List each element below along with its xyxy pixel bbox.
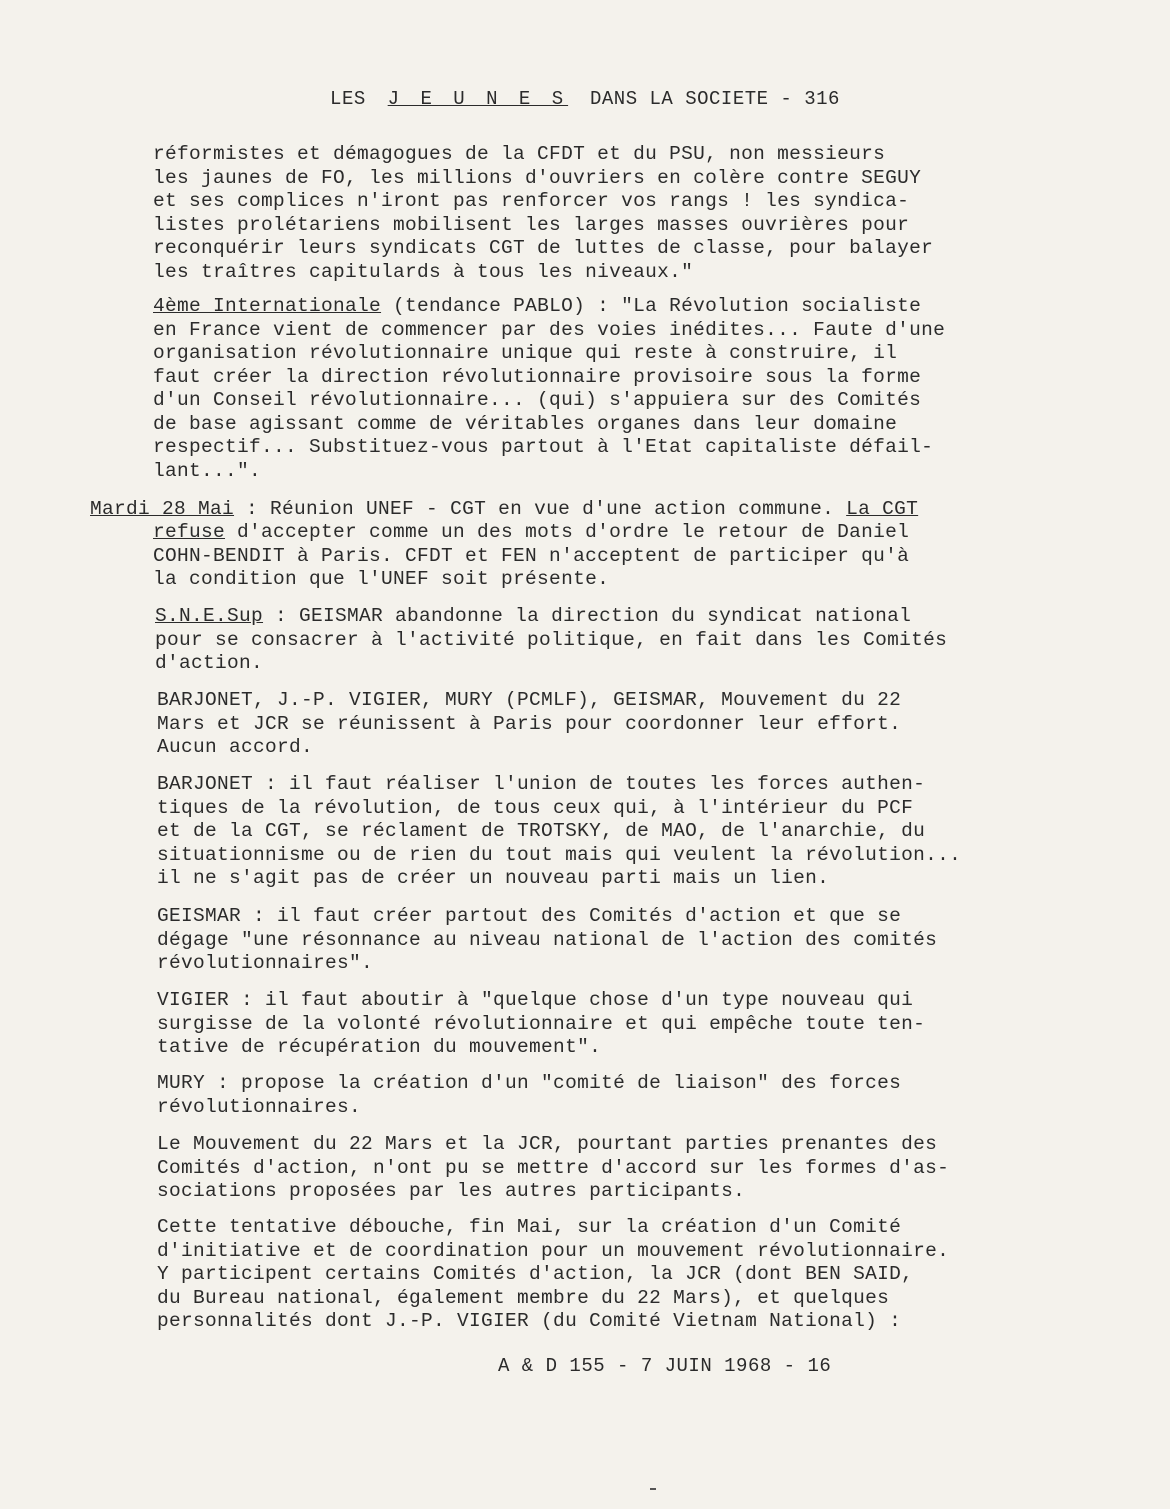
- text-line: BARJONET, J.-P. VIGIER, MURY (PCMLF), GEISMAR, Mouvement du 22: [157, 689, 902, 711]
- text-line: situationnisme ou de rien du tout mais qui veulent la révolution...: [157, 843, 962, 866]
- text-line: COHN-BENDIT à Paris. CFDT et FEN n'acceptent de participer qu'à: [153, 544, 910, 567]
- text-line: Aucun accord.: [157, 736, 314, 758]
- text-line: [153, 295, 945, 319]
- text-line: de base agissant comme de véritables organes dans leur domaine: [153, 412, 898, 435]
- paragraph-mury-statement: [157, 1072, 901, 1119]
- text-line: surgisse de la volonté révolutionnaire et qui empêche toute ten-: [157, 1012, 926, 1035]
- page-header: [0, 88, 1170, 110]
- text-line: pour se consacrer à l'activité politique, en fait dans les Comités: [155, 628, 948, 651]
- underline-la-cgt: La CGT: [846, 498, 919, 520]
- text-line: respectif... Substituez-vous partout à l'Etat capitaliste défail-: [153, 436, 934, 458]
- text-line: révolutionnaires.: [157, 1095, 362, 1118]
- text-line: Comités d'action, n'ont pu se mettre d'accord sur les formes d'as-: [157, 1156, 950, 1179]
- label-4eme-internationale: 4ème Internationale: [153, 295, 382, 317]
- text-line: dégage "une résonnance au niveau national de l'action des comités: [157, 928, 938, 951]
- text-line: reconquérir leurs syndicats CGT de luttes de classe, pour balayer: [153, 237, 934, 259]
- text-line: faut créer la direction révolutionnaire provisoire sous la forme: [153, 365, 922, 388]
- text-line: Le Mouvement du 22 Mars et la JCR, pourtant parties prenantes des: [157, 1133, 938, 1155]
- paragraph-mardi-28-mai-cont: [153, 521, 909, 592]
- text-line: réformistes et démagogues de la CFDT et du PSU, non messieurs: [153, 143, 886, 165]
- paragraph-reformistes: [153, 143, 933, 284]
- text-line: d'initiative et de coordination pour un mouvement révolutionnaire.: [157, 1239, 950, 1262]
- text-span: : GEISMAR abandonne la direction du syndicat national: [263, 605, 912, 627]
- text-line: d'un Conseil révolutionnaire... (qui) s'appuiera sur des Comités: [153, 389, 922, 411]
- underline-refuse: refuse: [153, 521, 226, 543]
- text-line: VIGIER : il faut aboutir à "quelque chose d'un type nouveau qui: [157, 989, 914, 1011]
- text-line: tiques de la révolution, de tous ceux qui, à l'intérieur du PCF: [157, 796, 914, 819]
- paragraph-barjonet-statement: [157, 773, 961, 891]
- header-prefix: LES: [330, 88, 366, 110]
- paragraph-4eme-internationale: [153, 295, 945, 483]
- text-line: Cette tentative débouche, fin Mai, sur la création d'un Comité: [157, 1216, 902, 1238]
- text-line: et ses complices n'iront pas renforcer vos rangs ! les syndica-: [153, 190, 910, 212]
- text-line: il ne s'agit pas de créer un nouveau parti mais un lien.: [157, 867, 830, 889]
- text-line: en France vient de commencer par des voies inédites... Faute d'une: [153, 318, 946, 341]
- paragraph-barjonet-reunion: [157, 689, 901, 760]
- text-line: BARJONET : il faut réaliser l'union de toutes les forces authen-: [157, 773, 926, 795]
- header-suffix: DANS LA SOCIETE - 316: [590, 88, 840, 110]
- page-footer: A & D 155 - 7 JUIN 1968 - 16: [498, 1355, 832, 1377]
- paragraph-tentative: [157, 1216, 949, 1334]
- text-line: MURY : propose la création d'un "comité de liaison" des forces: [157, 1072, 902, 1094]
- paragraph-mardi-28-mai: [90, 498, 918, 522]
- text-line: Y participent certains Comités d'action, la JCR (dont BEN SAID,: [157, 1263, 914, 1285]
- paragraph-vigier-statement: [157, 989, 925, 1060]
- text-line: GEISMAR : il faut créer partout des Comités d'action et que se: [157, 905, 902, 927]
- text-line: révolutionnaires".: [157, 952, 374, 974]
- paragraph-snesup: [155, 605, 947, 676]
- text-span: (tendance PABLO) : "La Révolution socialiste: [381, 295, 922, 317]
- text-line: [155, 605, 947, 629]
- paper-mark: [650, 1488, 656, 1490]
- text-line: tative de récupération du mouvement".: [157, 1036, 602, 1058]
- text-span: : Réunion UNEF - CGT en vue d'une action commune.: [234, 498, 847, 520]
- text-span: d'accepter comme un des mots d'ordre le retour de Daniel: [225, 521, 910, 543]
- text-line: et de la CGT, se réclament de TROTSKY, de MAO, de l'anarchie, du: [157, 820, 926, 842]
- text-line: lant...".: [153, 459, 262, 482]
- text-line: les traîtres capitulards à tous les niveaux.": [153, 260, 694, 283]
- text-line: les jaunes de FO, les millions d'ouvriers en colère contre SEGUY: [153, 166, 922, 189]
- text-line: listes prolétariens mobilisent les larges masses ouvrières pour: [153, 213, 910, 236]
- text-line: [153, 521, 909, 545]
- header-word-jeunes: J E U N E S: [387, 88, 569, 110]
- text-line: organisation révolutionnaire unique qui reste à construire, il: [153, 342, 898, 364]
- text-line: sociations proposées par les autres participants.: [157, 1180, 746, 1202]
- text-line: du Bureau national, également membre du 22 Mars), et quelques: [157, 1286, 890, 1309]
- text-line: la condition que l'UNEF soit présente.: [153, 568, 610, 590]
- label-snesup: S.N.E.Sup: [155, 605, 264, 627]
- text-line: d'action.: [155, 652, 264, 674]
- paragraph-mouvement-22-mars: [157, 1133, 949, 1204]
- paragraph-geismar-statement: [157, 905, 937, 976]
- text-line: personnalités dont J.-P. VIGIER (du Comité Vietnam National) :: [157, 1310, 902, 1332]
- text-line: [90, 498, 918, 522]
- text-line: Mars et JCR se réunissent à Paris pour coordonner leur effort.: [157, 712, 902, 735]
- date-mardi-28-mai: Mardi 28 Mai: [90, 498, 235, 520]
